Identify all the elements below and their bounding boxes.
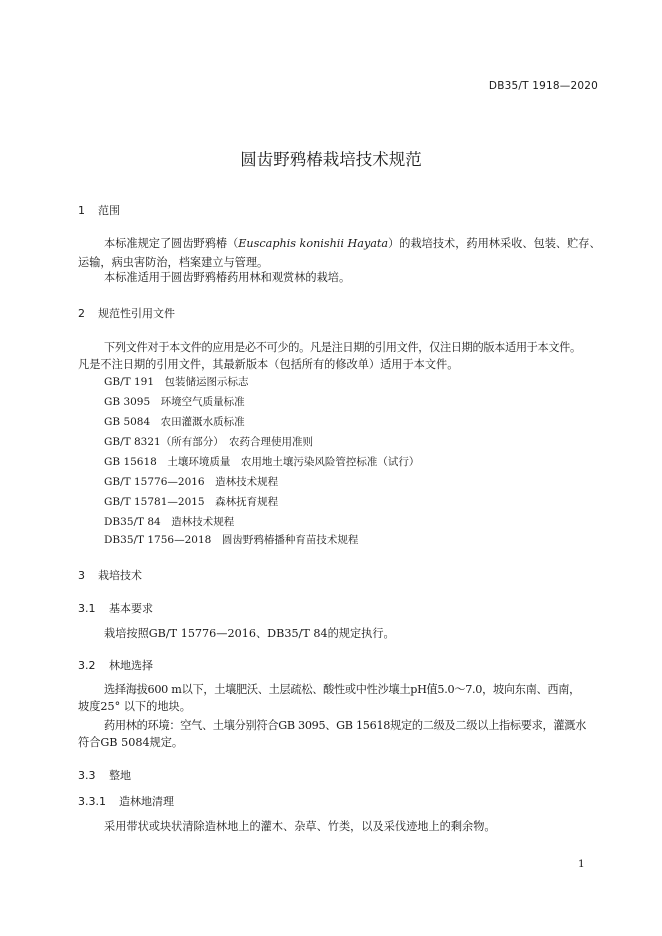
paragraph-line: 凡是不注日期的引用文件，其最新版本（包括所有的修改单）适用于本文件。 — [78, 358, 459, 371]
subsection-number: 3.1 — [78, 602, 96, 615]
section-title: 栽培技术 — [98, 569, 142, 582]
latin-name: Euscaphis konishii Hayata — [238, 237, 389, 250]
text-run: 本标准规定了圆齿野鸦椿（ — [104, 237, 239, 250]
section-heading-1 — [78, 202, 120, 218]
section-title: 范围 — [98, 204, 120, 217]
subsection-number: 3.3 — [78, 769, 96, 782]
paragraph-line: 本标准适用于圆齿野鸦椿药用林和观赏林的栽培。 — [104, 271, 351, 284]
subsection-number: 3.2 — [78, 659, 96, 672]
reference-item: GB 3095 环境空气质量标准 — [104, 396, 245, 408]
page-number: 1 — [578, 858, 585, 870]
reference-item: DB35/T 84 造林技术规程 — [104, 516, 235, 528]
section-heading-2 — [78, 305, 175, 321]
section-number: 2 — [78, 307, 85, 320]
paragraph-line: 采用带状或块状清除造林地上的灌木、杂草、竹类，以及采伐迹地上的剩余物。 — [104, 820, 496, 833]
paragraph-line: 栽培按照GB/T 15776—2016、DB35/T 84的规定执行。 — [104, 627, 395, 640]
paragraph-line: 符合GB 5084规定。 — [78, 736, 184, 749]
subsection-title: 林地选择 — [109, 659, 153, 672]
reference-item: GB/T 8321（所有部分） 农药合理使用准则 — [104, 436, 313, 448]
paragraph-line: 坡度25° 以下的地块。 — [78, 700, 191, 713]
reference-item: GB 15618 土壤环境质量 农用地土壤污染风险管控标准（试行） — [104, 456, 420, 468]
reference-item: GB/T 15781—2015 森林抚育规程 — [104, 496, 279, 508]
subsection-title: 整地 — [109, 769, 131, 782]
paragraph-line: 选择海拔600 m以下，土壤肥沃、土层疏松、酸性或中性沙壤土pH值5.0～7.0，坡向东南、西南， — [104, 683, 581, 696]
reference-item: GB 5084 农田灌溉水质标准 — [104, 416, 245, 428]
page-title: 圆齿野鸦椿栽培技术规范 — [240, 150, 422, 169]
subsection-title: 基本要求 — [109, 602, 153, 615]
document-id: DB35/T 1918—2020 — [488, 80, 598, 92]
reference-item: GB/T 15776—2016 造林技术规程 — [104, 476, 279, 488]
subsection-heading-3-2 — [78, 657, 153, 673]
section-number: 1 — [78, 204, 85, 217]
subsection-heading-3-3 — [78, 767, 131, 783]
reference-item: GB/T 191 包装储运图示标志 — [104, 376, 249, 388]
section-number: 3 — [78, 569, 85, 582]
subsection-number: 3.3.1 — [78, 795, 106, 808]
subsection-heading-3-3-1 — [78, 793, 174, 809]
paragraph-line: 下列文件对于本文件的应用是必不可少的。凡是注日期的引用文件，仅注日期的版本适用于本文件。 — [104, 341, 581, 354]
section-heading-3 — [78, 567, 142, 583]
reference-item: DB35/T 1756—2018 圆齿野鸦椿播种育苗技术规程 — [104, 534, 359, 546]
text-run: ）的栽培技术，药用林采收、包装、贮存、 — [388, 237, 601, 250]
paragraph-line — [104, 235, 601, 251]
paragraph-line: 药用林的环境：空气、土壤分别符合GB 3095、GB 15618规定的二级及二级以上指标要求，灌溉水 — [104, 719, 587, 732]
subsection-heading-3-1 — [78, 600, 153, 616]
section-title: 规范性引用文件 — [98, 307, 175, 320]
paragraph-line: 运输，病虫害防治，档案建立与管理。 — [78, 256, 269, 269]
subsection-title: 造林地清理 — [119, 795, 174, 808]
